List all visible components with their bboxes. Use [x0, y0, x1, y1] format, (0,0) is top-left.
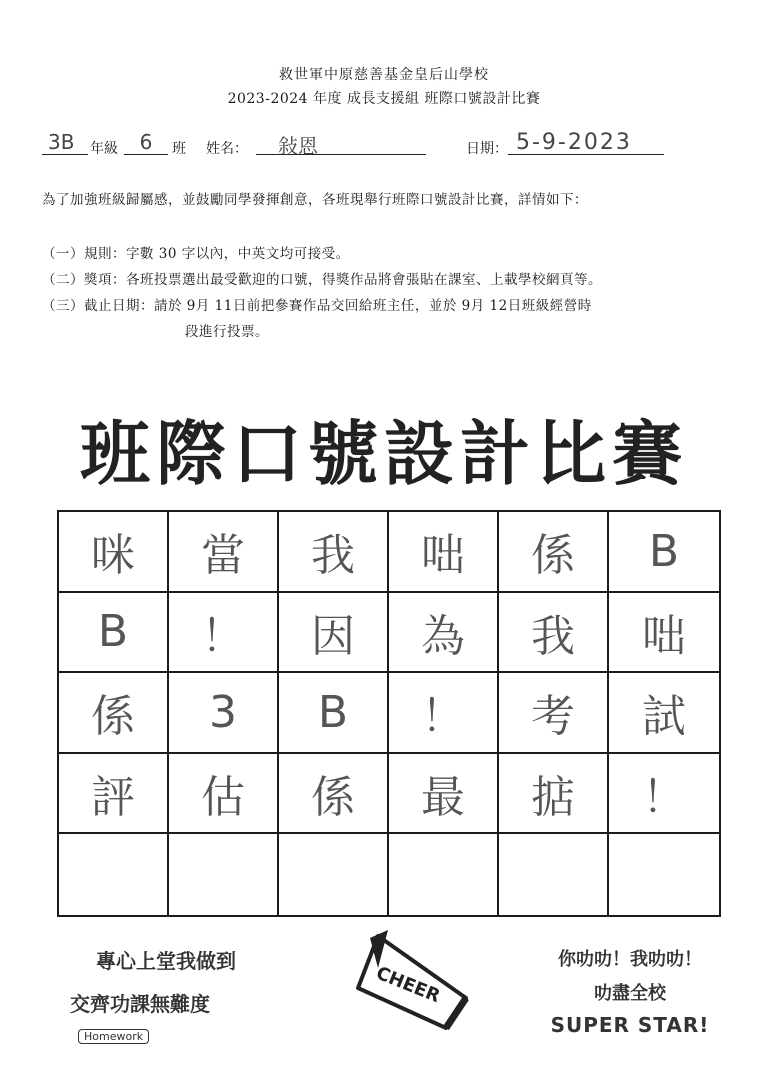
name-label: 姓名： [206, 141, 248, 157]
footer-slogan-1: 專心上堂我做到 [96, 949, 236, 973]
grid-cell[interactable]: 最 [389, 754, 499, 835]
rule-3-continued: 段進行投票。 [185, 324, 269, 340]
grade-value: 3B [48, 130, 75, 154]
grid-cell[interactable]: 為 [389, 593, 499, 674]
grid-cell[interactable]: ！ [389, 673, 499, 754]
grid-cell-empty[interactable] [59, 834, 169, 915]
rule-2: （二）獎項：各班投票選出最受歡迎的口號，得獎作品將會張貼在課室、上載學校網頁等。 [42, 272, 602, 288]
grade-field[interactable] [42, 130, 88, 155]
grid-cell[interactable]: 當 [169, 512, 279, 593]
competition-subtitle: 2023-2024 年度 成長支援組 班際口號設計比賽 [227, 91, 541, 107]
date-value: 5-9-2023 [516, 130, 632, 155]
name-field[interactable] [256, 130, 426, 158]
grid-cell[interactable]: B [609, 512, 719, 593]
grid-cell-empty[interactable] [609, 834, 719, 915]
footer-right-slogans [520, 945, 740, 1037]
footer-super-star: SUPER STAR! [550, 1013, 710, 1037]
grid-cell[interactable]: 試 [609, 673, 719, 754]
cheer-label: CHEER [373, 962, 443, 1008]
footer-cheer-2: 叻盡全校 [594, 983, 666, 1004]
intro-text: 為了加強班級歸屬感，並鼓勵同學發揮創意，各班現舉行班際口號設計比賽，詳情如下： [42, 192, 588, 208]
megaphone-icon [348, 928, 478, 1038]
date-label: 日期： [466, 141, 508, 157]
grid-cell[interactable]: 我 [279, 512, 389, 593]
grid-cell[interactable]: 掂 [499, 754, 609, 835]
class-field[interactable] [124, 130, 168, 155]
footer-cheer-1: 你叻叻！我叻叻！ [558, 949, 702, 970]
grid-cell[interactable]: 估 [169, 754, 279, 835]
grid-cell[interactable]: 係 [59, 673, 169, 754]
grid-cell[interactable]: 我 [499, 593, 609, 674]
grid-cell[interactable]: ！ [169, 593, 279, 674]
class-value: 6 [139, 130, 153, 154]
footer-left-slogans [70, 945, 236, 1045]
footer-slogan-2: 交齊功課無難度 [70, 992, 210, 1016]
grid-cell[interactable]: B [279, 673, 389, 754]
school-name: 救世軍中原慈善基金皇后山學校 [279, 67, 489, 83]
name-value: 敍恩 [278, 134, 318, 158]
grid-cell[interactable]: ！ [609, 754, 719, 835]
big-title: 班際口號設計比賽 [80, 413, 688, 495]
grid-cell-empty[interactable] [389, 834, 499, 915]
grid-cell[interactable]: 係 [499, 512, 609, 593]
class-label: 班 [172, 141, 186, 157]
rule-3: （三）截止日期：請於 9月 11日前把參賽作品交回給班主任，並於 9月 12日班級經營時 [42, 298, 592, 314]
grid-cell-empty[interactable] [499, 834, 609, 915]
grid-cell[interactable]: 係 [279, 754, 389, 835]
grid-cell[interactable]: 咄 [389, 512, 499, 593]
grid-cell[interactable]: B [59, 593, 169, 674]
grid-cell[interactable]: 咄 [609, 593, 719, 674]
grid-cell[interactable]: 咪 [59, 512, 169, 593]
homework-badge: Homework [78, 1029, 149, 1044]
grid-cell[interactable]: 評 [59, 754, 169, 835]
slogan-grid [57, 510, 721, 917]
grid-cell-empty[interactable] [169, 834, 279, 915]
grid-cell-empty[interactable] [279, 834, 389, 915]
grid-cell[interactable]: 因 [279, 593, 389, 674]
date-field[interactable] [508, 130, 664, 155]
grid-cell[interactable]: 3 [169, 673, 279, 754]
grid-cell[interactable]: 考 [499, 673, 609, 754]
grade-label: 年級 [90, 141, 118, 157]
rule-1: （一）規則：字數 30 字以內，中英文均可接受。 [42, 246, 350, 262]
